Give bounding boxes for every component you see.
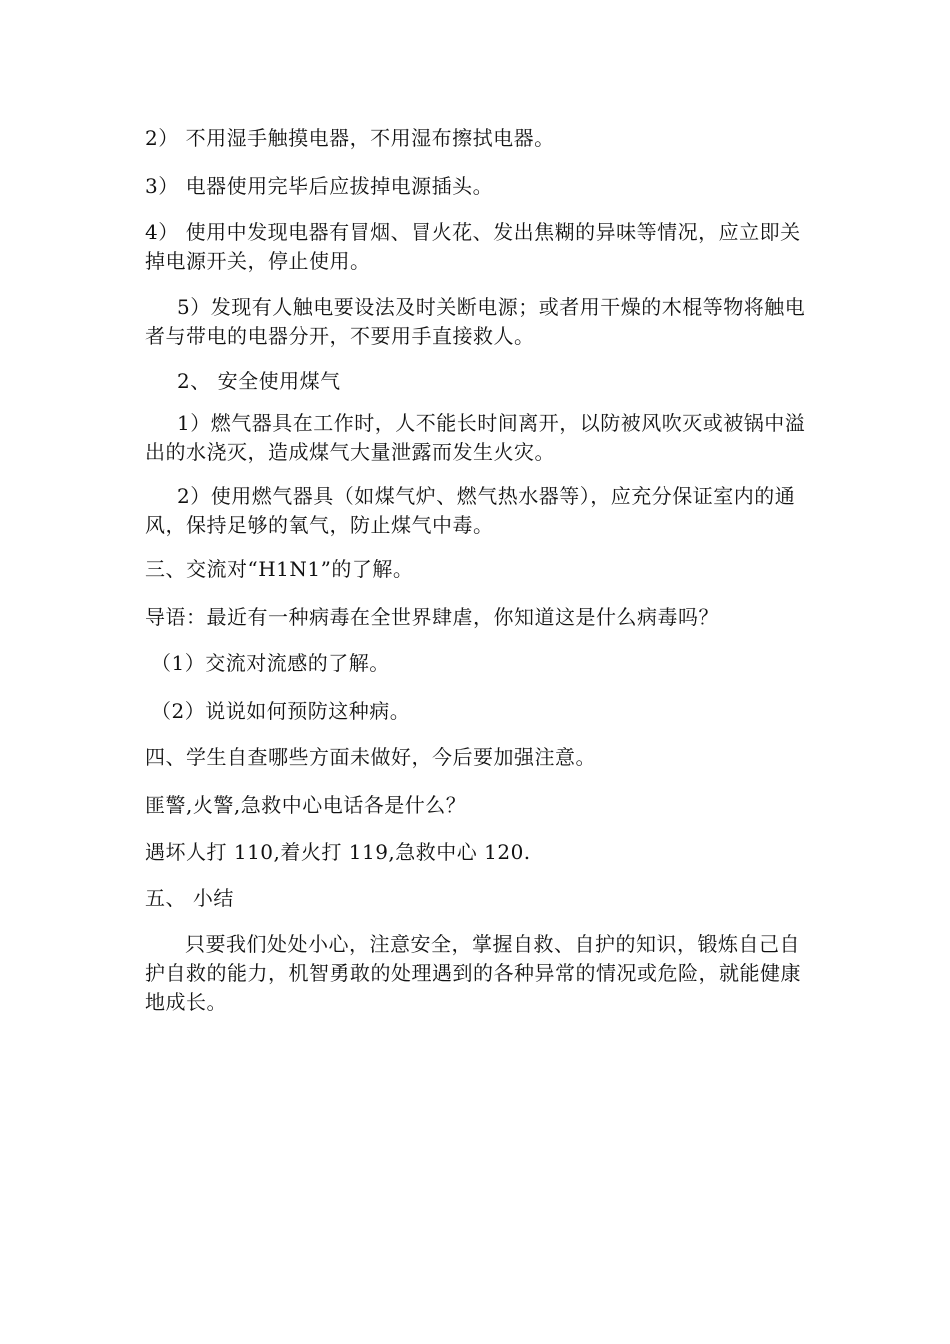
paragraph-emergency-question: 匪警,火警,急救中心电话各是什么？ — [145, 793, 467, 817]
heading-gas-safety: 2、 安全使用煤气 — [177, 369, 341, 393]
list-item-disease-prevention: （2）说说如何预防这种病。 — [151, 699, 411, 723]
paragraph-summary-text: 只要我们处处小心，注意安全，掌握自救、自护的知识，锻炼自己自护自救的能力，机智勇敢的处理遇到的各种异常的情况或危险，就能健康地成长。 — [145, 932, 801, 1014]
paragraph-gas-appliance-attendance: 1）燃气器具在工作时，人不能长时间离开，以防被风吹灭或被锅中溢出的水浇灭，造成煤气大量泄露而发生火灾。 — [145, 411, 806, 464]
heading-self-check: 四、学生自查哪些方面未做好，今后要加强注意。 — [145, 745, 596, 769]
list-item-flu-knowledge: （1）交流对流感的了解。 — [151, 651, 390, 675]
paragraph-electric-shock-rescue: 5）发现有人触电要设法及时关断电源；或者用干燥的木棍等物将触电者与带电的电器分开，不要用手直接救人。 — [145, 295, 806, 348]
paragraph-unplug-after-use: 3） 电器使用完毕后应拔掉电源插头。 — [145, 174, 494, 198]
paragraph-no-wet-hands: 2） 不用湿手触摸电器，不用湿布擦拭电器。 — [145, 126, 555, 150]
paragraph-emergency-numbers: 遇坏人打 110,着火打 119,急救中心 120. — [145, 840, 531, 864]
heading-summary: 五、 小结 — [145, 886, 234, 910]
paragraph-introduction: 导语：最近有一种病毒在全世界肆虐，你知道这是什么病毒吗？ — [145, 605, 719, 629]
paragraph-gas-ventilation: 2）使用燃气器具（如煤气炉、燃气热水器等），应充分保证室内的通风，保持足够的氧气，防止煤气中毒。 — [145, 484, 796, 537]
heading-h1n1-discussion: 三、交流对“H1N1”的了解。 — [145, 557, 414, 581]
paragraph-smoke-spark-response: 4） 使用中发现电器有冒烟、冒火花、发出焦糊的异味等情况，应立即关掉电源开关，停止使用。 — [145, 220, 801, 273]
